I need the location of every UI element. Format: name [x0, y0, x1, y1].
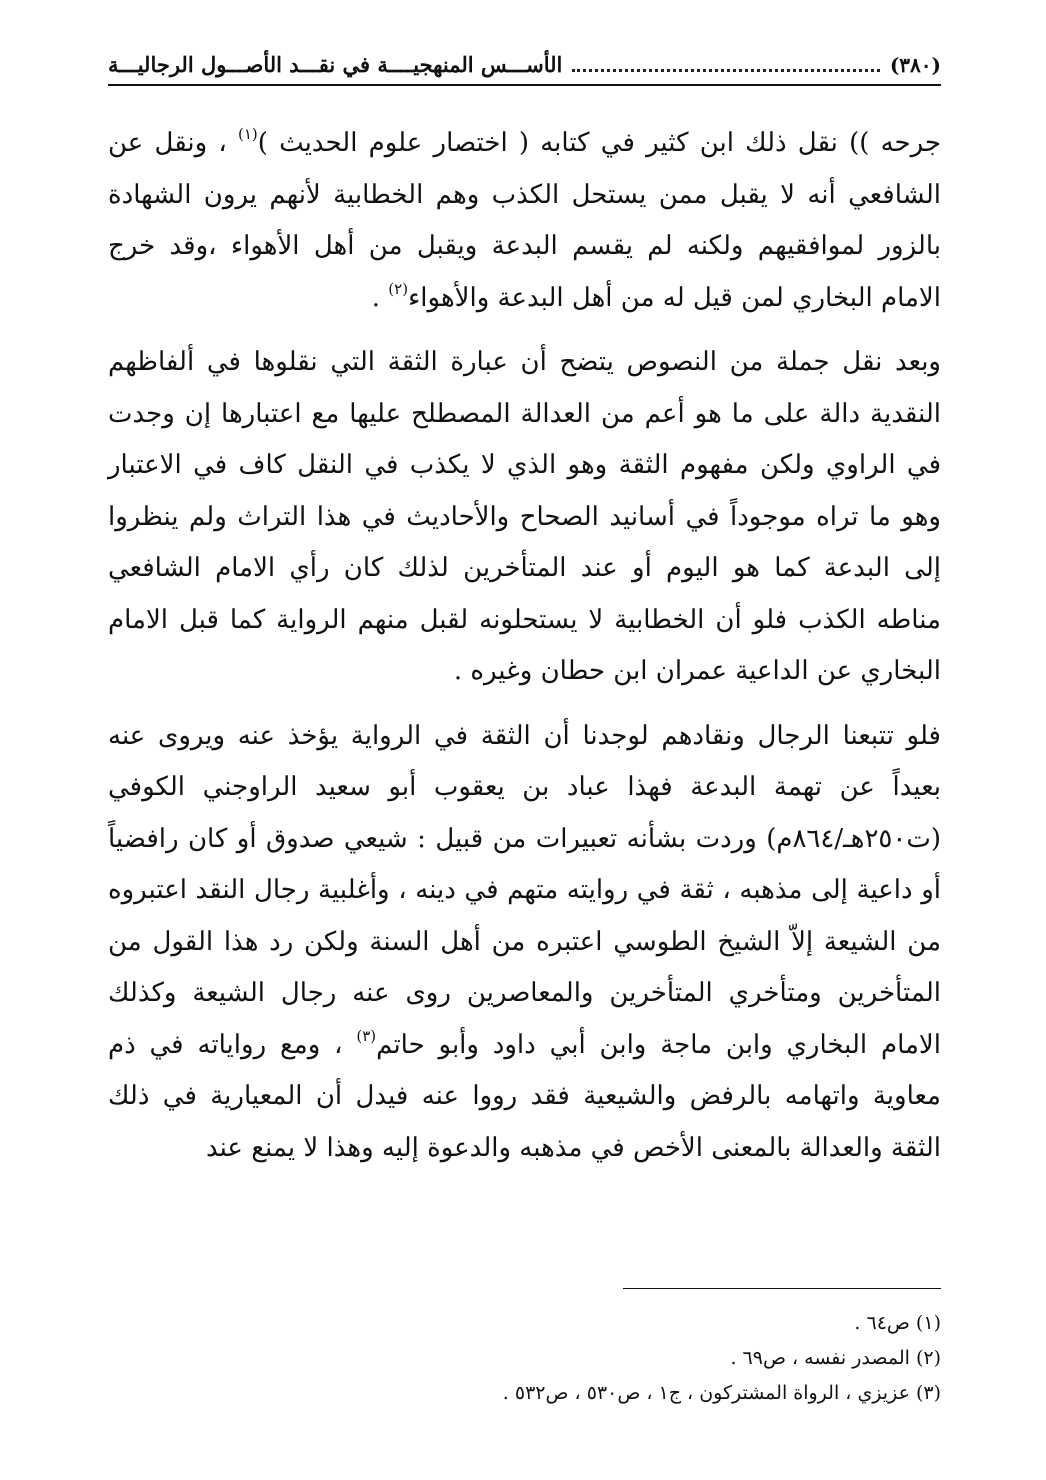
- footnote-1: (١) ص٦٤ .: [854, 1312, 941, 1334]
- running-header: [108, 52, 941, 78]
- paragraph-3-text-b: ، ومع رواياته في ذم معاوية واتهامه بالرفض والشيعية فقد رووا عنه فيدل أن المعيارية في ذلك الثقة والعدالة بالمعنى الأخص في مذهبه والدعوة إليه وهذا لا يمنع عند: [108, 1029, 941, 1163]
- footnote-ref-1: (١): [237, 125, 258, 143]
- paragraph-1: [108, 118, 941, 324]
- paragraph-1-text-c: .: [371, 282, 389, 313]
- footnote-3: (٣) عزيزي ، الرواة المشتركون ، ج١ ، ص٥٣٠ ، ص٥٣٢ .: [502, 1382, 941, 1404]
- footnote-ref-2: (٢): [388, 279, 409, 298]
- main-text: [108, 118, 941, 1174]
- footnote-ref-3: (٣): [356, 1026, 377, 1045]
- header-rule: [108, 84, 941, 86]
- paragraph-3-text-a: فلو تتبعنا الرجال ونقادهم لوجدنا أن الثقة في الرواية يؤخذ عنه ويروى عنه بعيداً عن تهمة البدعة فهذا عباد بن يعقوب أبو سعيد الراوجني الكوفي (ت٢٥٠هـ/٨٦٤م) وردت بشأنه تعبيرات من قبيل : شيعي صدوق أو كان رافضياً أو داعية إلى مذهبه ، ثقة في روايته متهم في دينه ، وأغلبية رجال النقد اعتبروه من الشيعة إلاّ الشيخ الطوسي اعتبره من أهل السنة ولكن رد هذا القول من المتأخرين ومتأخري المتأخرين والمعاصرين روى عنه رجال الشيعة وكذلك الامام البخاري وابن ماجة وابن أبي داود وأبو حاتم: [108, 720, 941, 1060]
- footnotes: [300, 1306, 941, 1411]
- paragraph-1-text-b: ، ونقل عن الشافعي أنه لا يقبل ممن يستحل الكذب وهم الخطابية لأنهم يرون الشهادة بالزور لموافقيهم ولكنه لم يقسم البدعة ويقبل من أهل الأهواء ،وقد خرج الامام البخاري لمن قيل له من أهل البدعة والأهواء: [108, 128, 941, 313]
- footnote-2: (٢) المصدر نفسه ، ص٦٩ .: [730, 1347, 941, 1369]
- paragraph-1-text-a: جرحه )) نقل ذلك ابن كثير في كتابه ( اختصار علوم الحديث ): [257, 128, 941, 158]
- paragraph-2: وبعد نقل جملة من النصوص يتضح أن عبارة الثقة التي نقلوها في ألفاظهم النقدية دالة على ما هو أعم من العدالة المصطلح عليها مع اعتبارها إن وجدت في الراوي ولكن مفهوم الثقة وهو الذي لا يكذب في النقل كاف في الاعتبار وهو ما تراه موجوداً في أسانيد الصحاح والأحاديث في هذا التراث ولم ينظروا إلى البدعة كما هو اليوم أو عند المتأخرين لذلك كان رأي الامام الشافعي مناطه الكذب فلو أن الخطابية لا يستحلونه لقبل منهم الرواية كما قبل الامام البخاري عن الداعية عمران ابن حطان وغيره .: [108, 347, 941, 686]
- footnote-separator: [623, 1288, 941, 1289]
- header-dot-leader: [572, 68, 879, 72]
- page-number: (٣٨٠): [889, 53, 941, 77]
- book-title: الأســـس المنهجيــــة في نقـــد الأصـــول الرجاليـــة: [108, 52, 563, 77]
- paragraph-3: [108, 711, 941, 1175]
